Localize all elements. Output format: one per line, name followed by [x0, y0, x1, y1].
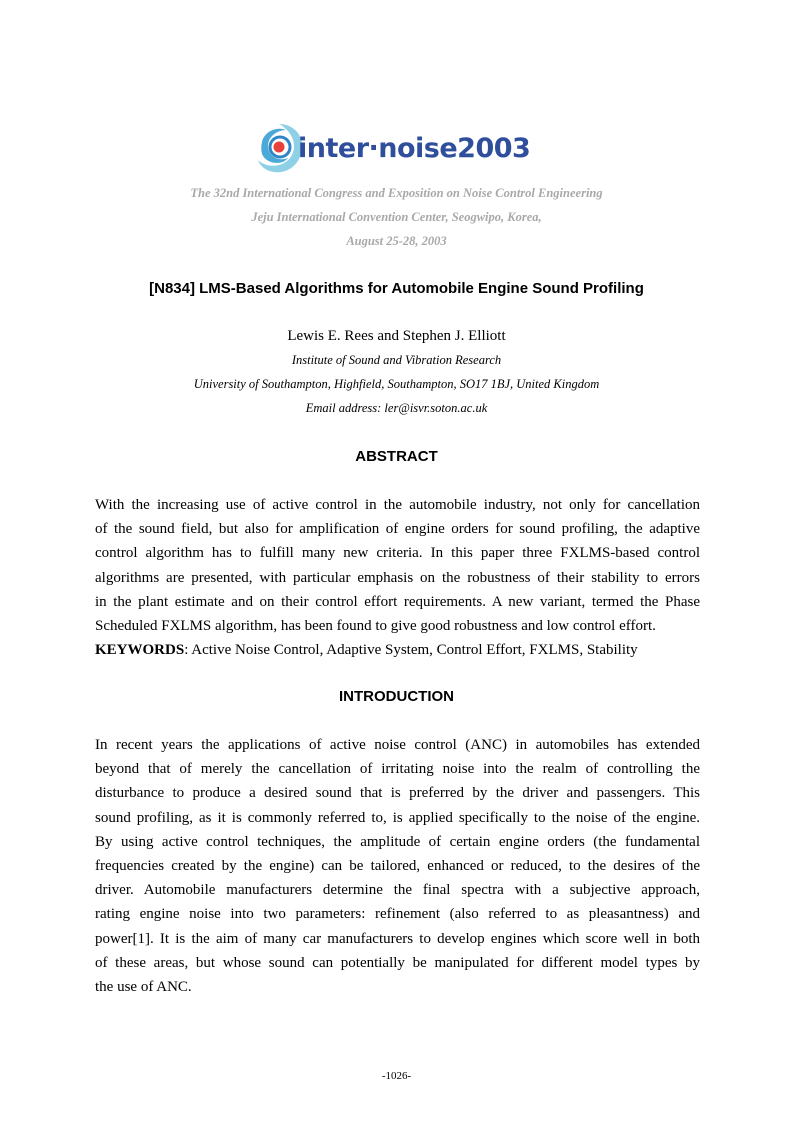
swirl-logo-icon	[254, 120, 304, 178]
abstract-line: of the sound field, but also for amplification of engine orders for sound profiling, the adaptive	[95, 521, 700, 538]
conference-logo	[254, 120, 544, 178]
swirl-center-dot	[274, 142, 285, 153]
intro-line: of these areas, but whose sound can potentially be manipulated for different model types by	[95, 954, 700, 971]
author-email: Email address: ler@isvr.soton.ac.uk	[305, 401, 488, 415]
page-number: -1026-	[381, 1070, 412, 1082]
abstract-heading: ABSTRACT	[355, 448, 438, 465]
paper-title: [N834] LMS-Based Algorithms for Automobile Engine Sound Profiling	[149, 280, 644, 297]
abstract-line: in the plant estimate and on their control effort requirements. A new variant, termed the Phase	[95, 593, 700, 610]
intro-line: beyond that of merely the cancellation of irritating noise into the realm of controlling the	[95, 761, 700, 778]
author-university: University of Southampton, Highfield, Southampton, SO17 1BJ, United Kingdom	[193, 377, 600, 391]
intro-line: In recent years the applications of active noise control (ANC) in automobiles has extended	[95, 737, 700, 753]
intro-line: frequencies created by the engine) can be tailored, enhanced or reduced, to the desires of the	[95, 857, 700, 874]
conference-dates: August 25-28, 2003	[346, 234, 447, 248]
author-institute: Institute of Sound and Vibration Research	[291, 353, 502, 367]
paper-authors: Lewis E. Rees and Stephen J. Elliott	[287, 328, 506, 344]
conference-venue: Jeju International Convention Center, Seogwipo, Korea,	[251, 210, 542, 224]
intro-line: the use of ANC.	[95, 978, 192, 995]
abstract-line: algorithms are presented, with particular emphasis on the robustness of their stability to errors	[95, 569, 700, 586]
intro-line: disturbance to produce a desired sound that is preferred by the driver and passengers. This	[95, 785, 700, 802]
abstract-line: control algorithm has to fulfill many new criteria. In this paper three FXLMS-based control	[95, 545, 700, 562]
keywords-text: : Active Noise Control, Adaptive System, Control Effort, FXLMS, Stability	[184, 642, 638, 659]
abstract-line: Scheduled FXLMS algorithm, has been found to give good robustness and low control effort.	[95, 617, 656, 634]
intro-line: rating engine noise into two parameters: refinement (also referred to as pleasantness) and	[95, 906, 700, 923]
logo-text: inter·noise2003	[298, 133, 531, 164]
introduction-body	[95, 733, 700, 999]
keywords-label: KEYWORDS	[95, 642, 185, 659]
abstract-line: With the increasing use of active control in the automobile industry, not only for cancellation	[95, 497, 700, 513]
abstract-body	[95, 493, 700, 662]
intro-line: sound profiling, as it is commonly referred to, is applied specifically to the noise of the engine.	[95, 809, 700, 826]
introduction-heading: INTRODUCTION	[339, 688, 454, 705]
intro-line: driver. Automobile manufacturers determine the final spectra with a subjective approach,	[95, 882, 700, 899]
keywords-line	[95, 638, 700, 662]
conference-name: The 32nd International Congress and Exposition on Noise Control Engineering	[190, 186, 603, 200]
intro-line: By using active control techniques, the amplitude of certain engine orders (the fundamental	[95, 833, 700, 850]
intro-line: power[1]. It is the aim of many car manufacturers to develop engines which score well in both	[95, 930, 700, 947]
